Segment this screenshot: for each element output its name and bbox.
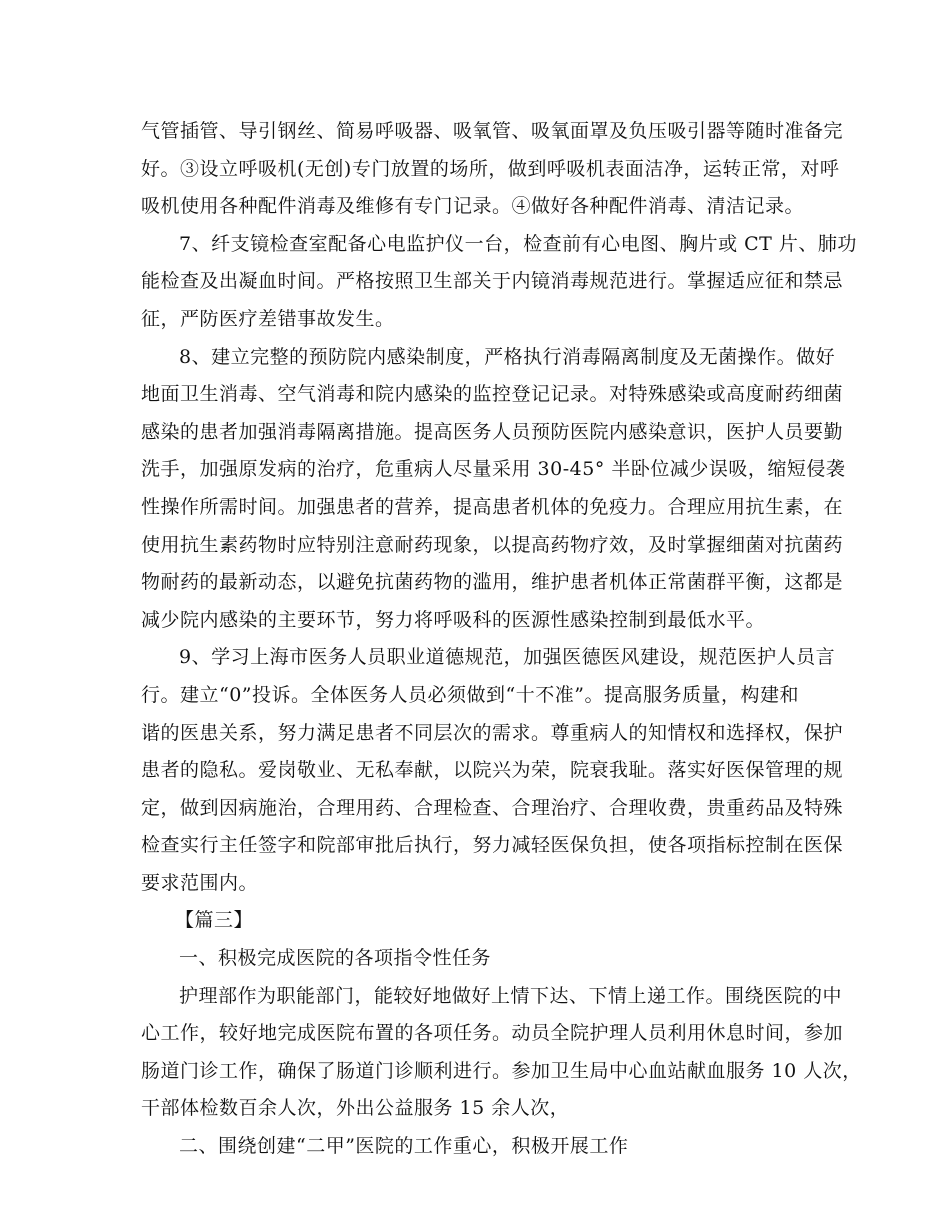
text-line: 地面卫生消毒、空气消毒和院内感染的监控登记记录。对特殊感染或高度耐药细菌 xyxy=(141,383,844,406)
text-line: 感染的患者加强消毒隔离措施。提高医务人员预防医院内感染意识，医护人员要勤 xyxy=(141,420,844,443)
text-line: 定，做到因病施治，合理用药、合理检查、合理治疗、合理收费，贵重药品及特殊 xyxy=(141,796,844,819)
text-line: 减少院内感染的主要环节，努力将呼吸科的医源性感染控制到最低水平。 xyxy=(141,608,766,631)
text-line: 能检查及出凝血时间。严格按照卫生部关于内镜消毒规范进行。掌握适应征和禁忌 xyxy=(141,270,844,293)
paragraph-9-start: 9、学习上海市医务人员职业道德规范，加强医德医风建设，规范医护人员言 xyxy=(179,646,836,669)
text-line: 心工作，较好地完成医院布置的各项任务。动员全院护理人员利用休息时间，参加 xyxy=(141,1022,844,1045)
text-line: 肠道门诊工作，确保了肠道门诊顺利进行。参加卫生局中心血站献血服务 10 人次， xyxy=(141,1059,862,1082)
text-line: 物耐药的最新动态，以避免抗菌药物的滥用，维护患者机体正常菌群平衡，这都是 xyxy=(141,571,844,594)
subsection-heading: 二、围绕创建“二甲”医院的工作重心，积极开展工作 xyxy=(179,1135,629,1158)
text-line: 好。③设立呼吸机(无创)专门放置的场所，做到呼吸机表面洁净，运转正常，对呼 xyxy=(141,157,840,180)
text-line: 性操作所需时间。加强患者的营养，提高患者机体的免疫力。合理应用抗生素，在 xyxy=(141,495,844,518)
paragraph-start: 护理部作为职能部门，能较好地做好上情下达、下情上递工作。围绕医院的中 xyxy=(179,984,843,1007)
text-line: 谐的医患关系，努力满足患者不同层次的需求。尊重病人的知情权和选择权，保护 xyxy=(141,721,844,744)
text-line: 征，严防医疗差错事故发生。 xyxy=(141,307,395,330)
text-line: 洗手，加强原发病的治疗，危重病人尽量采用 30-45° 半卧位减少误吸，缩短侵袭 xyxy=(141,458,846,481)
text-line: 患者的隐私。爱岗敬业、无私奉献，以院兴为荣，院衰我耻。落实好医保管理的规 xyxy=(141,759,844,782)
text-line: 要求范围内。 xyxy=(141,871,259,894)
section-heading: 【篇三】 xyxy=(175,909,254,932)
text-line: 吸机使用各种配件消毒及维修有专门记录。④做好各种配件消毒、清洁记录。 xyxy=(141,195,805,218)
text-line: 检查实行主任签字和院部审批后执行，努力减轻医保负担，使各项指标控制在医保 xyxy=(141,834,844,857)
paragraph-8-start: 8、建立完整的预防院内感染制度，严格执行消毒隔离制度及无菌操作。做好 xyxy=(179,345,836,368)
document-body xyxy=(141,113,862,1166)
subsection-heading: 一、积极完成医院的各项指令性任务 xyxy=(179,947,492,970)
text-line: 干部体检数百余人次，外出公益服务 15 余人次， xyxy=(141,1097,570,1120)
text-line: 气管插管、导引钢丝、简易呼吸器、吸氧管、吸氧面罩及负压吸引器等随时准备完 xyxy=(141,120,844,142)
text-line: 使用抗生素药物时应特别注意耐药现象，以提高药物疗效，及时掌握细菌对抗菌药 xyxy=(141,533,844,556)
text-line: 行。建立“0”投诉。全体医务人员必须做到“十不准”。提高服务质量，构建和 xyxy=(141,683,799,706)
paragraph-7-start: 7、纤支镜检查室配备心电监护仪一台，检查前有心电图、胸片或 CT 片、肺功 xyxy=(179,232,857,255)
